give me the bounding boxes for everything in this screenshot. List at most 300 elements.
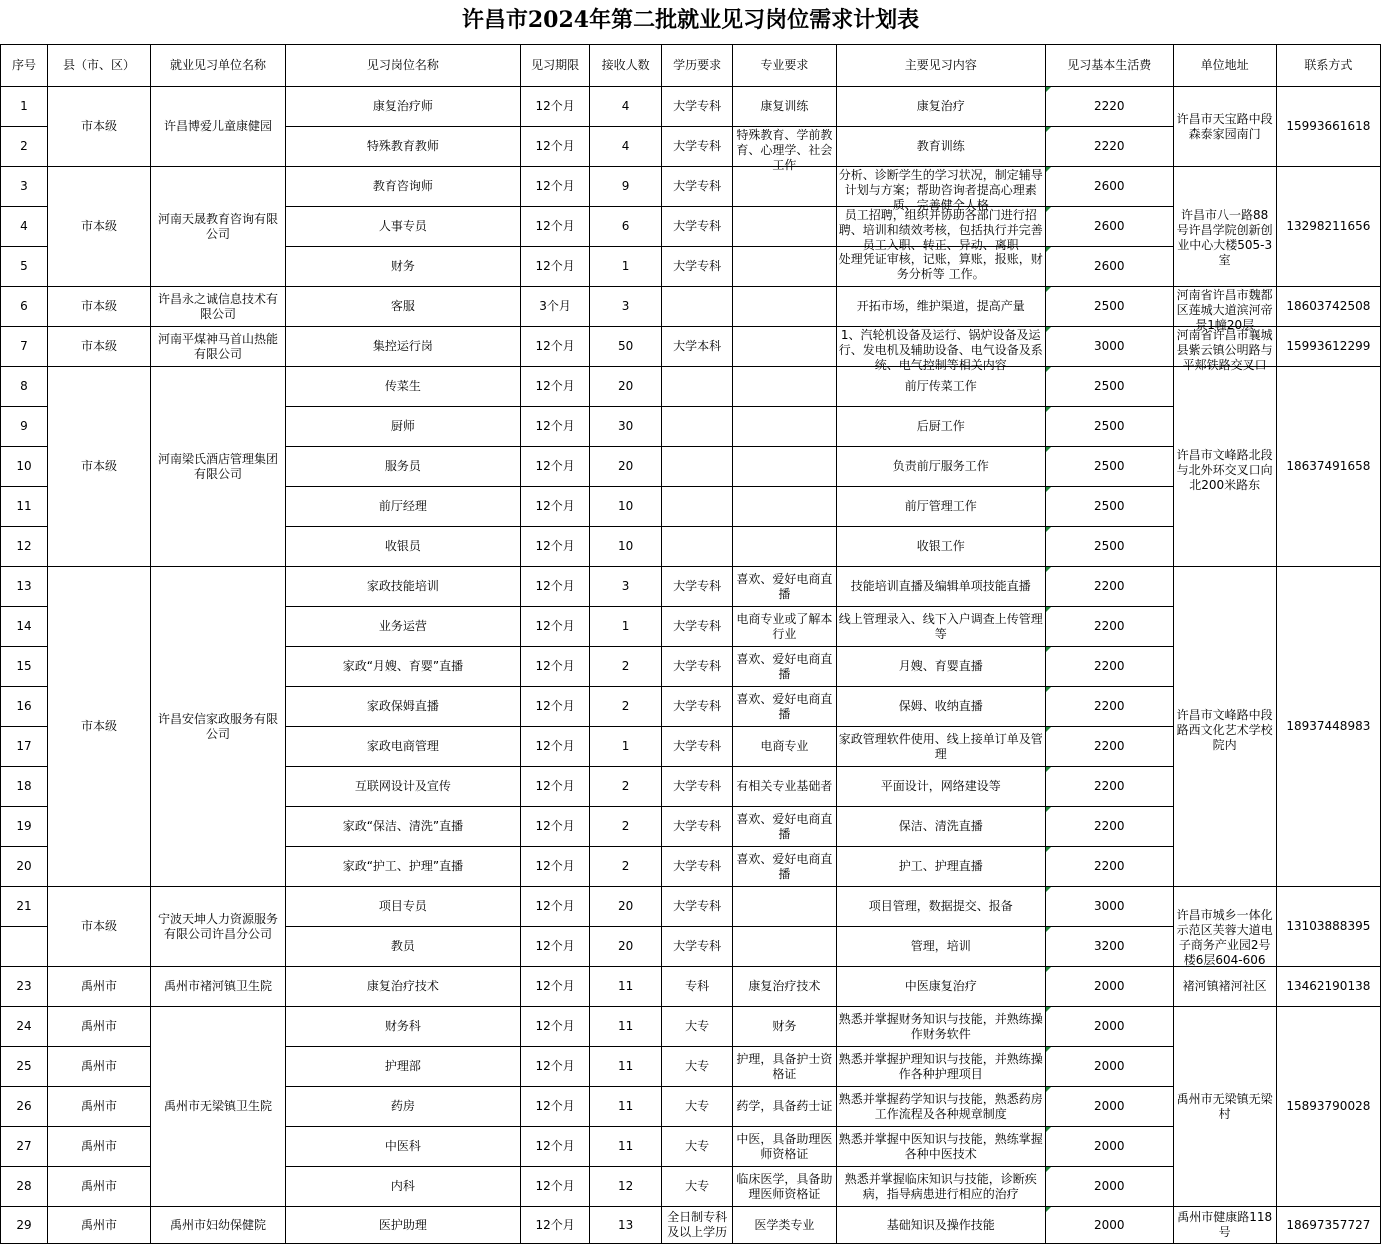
post-name-cell: 传菜生	[285, 367, 520, 407]
content-cell: 员工招聘，组织并协助各部门进行招聘、培训和绩效考核，包括执行并完善员工入职、转正、异动、离职	[836, 207, 1045, 247]
count-cell: 2	[590, 807, 662, 847]
major-cell: 康复训练	[733, 87, 836, 127]
address-cell: 河南省许昌市襄城县紫云镇公明路与平郏铁路交叉口	[1173, 327, 1276, 367]
row-number: 3	[1, 167, 48, 207]
education-cell: 大学专科	[661, 887, 733, 927]
count-cell: 3	[590, 287, 662, 327]
post-name-cell: 家政“护工、护理”直播	[285, 847, 520, 887]
post-name-cell: 康复治疗技术	[285, 967, 520, 1007]
count-cell: 2	[590, 847, 662, 887]
period-cell: 12个月	[520, 167, 589, 207]
row-number: 19	[1, 807, 48, 847]
table-row	[1, 1207, 1381, 1244]
period-cell: 12个月	[520, 887, 589, 927]
row-number: 23	[1, 967, 48, 1007]
content-cell: 熟悉并掌握药学知识与技能，熟悉药房工作流程及各种规章制度	[836, 1087, 1045, 1127]
fee-cell: 2220	[1045, 127, 1173, 167]
count-cell: 6	[590, 207, 662, 247]
period-cell: 3个月	[520, 287, 589, 327]
row-number: 24	[1, 1007, 48, 1047]
fee-cell: 2500	[1045, 447, 1173, 487]
address-cell: 禹州市无梁镇无梁村	[1173, 1007, 1276, 1207]
period-cell: 12个月	[520, 87, 589, 127]
county-cell: 禹州市	[47, 1207, 150, 1244]
fee-cell: 2200	[1045, 567, 1173, 607]
fee-cell: 2600	[1045, 247, 1173, 287]
address-cell: 禹州市健康路118号	[1173, 1207, 1276, 1244]
post-name-cell: 教育咨询师	[285, 167, 520, 207]
unit-name-cell: 禹州市无梁镇卫生院	[151, 1007, 286, 1207]
education-cell: 大专	[661, 1127, 733, 1167]
row-number: 16	[1, 687, 48, 727]
fee-cell: 2200	[1045, 767, 1173, 807]
major-cell	[733, 327, 836, 367]
row-number: 15	[1, 647, 48, 687]
fee-cell: 2200	[1045, 727, 1173, 767]
post-name-cell: 前厅经理	[285, 487, 520, 527]
education-cell: 大专	[661, 1047, 733, 1087]
content-cell: 家政管理软件使用、线上接单订单及管理	[836, 727, 1045, 767]
education-cell	[661, 487, 733, 527]
content-cell: 项目管理，数据提交、报备	[836, 887, 1045, 927]
count-cell: 20	[590, 447, 662, 487]
fee-cell: 2200	[1045, 807, 1173, 847]
education-cell: 大学专科	[661, 687, 733, 727]
address-cell: 许昌市文峰路中段路西文化艺术学校院内	[1173, 567, 1276, 887]
major-cell	[733, 487, 836, 527]
row-number: 11	[1, 487, 48, 527]
unit-name-cell: 禹州市褚河镇卫生院	[151, 967, 286, 1007]
major-cell: 喜欢、爱好电商直播	[733, 647, 836, 687]
content-cell: 前厅传菜工作	[836, 367, 1045, 407]
fee-cell: 2000	[1045, 1167, 1173, 1207]
education-cell: 大专	[661, 1167, 733, 1207]
row-number: 21	[1, 887, 48, 927]
address-cell: 许昌市八一路88号许昌学院创新创业中心大楼505-3室	[1173, 167, 1276, 287]
count-cell: 30	[590, 407, 662, 447]
content-cell: 负责前厅服务工作	[836, 447, 1045, 487]
count-cell: 4	[590, 127, 662, 167]
period-cell: 12个月	[520, 1047, 589, 1087]
count-cell: 3	[590, 567, 662, 607]
count-cell: 1	[590, 247, 662, 287]
fee-cell: 2600	[1045, 167, 1173, 207]
county-cell: 禹州市	[47, 1047, 150, 1087]
post-name-cell: 家政技能培训	[285, 567, 520, 607]
count-cell: 12	[590, 1167, 662, 1207]
header-count: 接收人数	[590, 45, 662, 87]
count-cell: 13	[590, 1207, 662, 1244]
fee-cell: 3000	[1045, 887, 1173, 927]
count-cell: 9	[590, 167, 662, 207]
count-cell: 11	[590, 1127, 662, 1167]
fee-cell: 2000	[1045, 1007, 1173, 1047]
education-cell: 专科	[661, 967, 733, 1007]
table-body	[1, 87, 1381, 1244]
content-cell: 熟悉并掌握中医知识与技能，熟练掌握各种中医技术	[836, 1127, 1045, 1167]
post-name-cell: 项目专员	[285, 887, 520, 927]
unit-name-cell: 河南梁氏酒店管理集团有限公司	[151, 367, 286, 567]
county-cell: 禹州市	[47, 967, 150, 1007]
unit-name-cell: 禹州市妇幼保健院	[151, 1207, 286, 1244]
unit-name-cell: 宁波天坤人力资源服务有限公司许昌分公司	[151, 887, 286, 967]
count-cell: 10	[590, 487, 662, 527]
row-number: 5	[1, 247, 48, 287]
row-number: 25	[1, 1047, 48, 1087]
county-cell: 市本级	[47, 367, 150, 567]
content-cell: 熟悉并掌握财务知识与技能，并熟练操作财务软件	[836, 1007, 1045, 1047]
post-name-cell: 客服	[285, 287, 520, 327]
row-number: 9	[1, 407, 48, 447]
header-address: 单位地址	[1173, 45, 1276, 87]
post-name-cell: 人事专员	[285, 207, 520, 247]
row-number: 8	[1, 367, 48, 407]
education-cell: 大学专科	[661, 247, 733, 287]
period-cell: 12个月	[520, 1207, 589, 1244]
major-cell: 财务	[733, 1007, 836, 1047]
content-cell: 基础知识及操作技能	[836, 1207, 1045, 1244]
period-cell: 12个月	[520, 327, 589, 367]
count-cell: 1	[590, 607, 662, 647]
content-cell: 前厅管理工作	[836, 487, 1045, 527]
period-cell: 12个月	[520, 407, 589, 447]
content-cell: 护工、护理直播	[836, 847, 1045, 887]
period-cell: 12个月	[520, 487, 589, 527]
fee-cell: 2000	[1045, 1087, 1173, 1127]
post-name-cell: 特殊教育教师	[285, 127, 520, 167]
table-row	[1, 567, 1381, 607]
major-cell	[733, 367, 836, 407]
post-name-cell: 康复治疗师	[285, 87, 520, 127]
post-name-cell: 家政电商管理	[285, 727, 520, 767]
fee-cell: 2200	[1045, 847, 1173, 887]
education-cell: 大学专科	[661, 167, 733, 207]
header-fee: 见习基本生活费	[1045, 45, 1173, 87]
header-education: 学历要求	[661, 45, 733, 87]
period-cell: 12个月	[520, 847, 589, 887]
education-cell: 全日制专科及以上学历	[661, 1207, 733, 1244]
count-cell: 50	[590, 327, 662, 367]
major-cell: 喜欢、爱好电商直播	[733, 807, 836, 847]
count-cell: 20	[590, 927, 662, 967]
county-cell: 市本级	[47, 167, 150, 287]
fee-cell: 2220	[1045, 87, 1173, 127]
post-name-cell: 业务运营	[285, 607, 520, 647]
major-cell: 康复治疗技术	[733, 967, 836, 1007]
count-cell: 1	[590, 727, 662, 767]
contact-cell: 18937448983	[1276, 567, 1380, 887]
fee-cell: 2500	[1045, 527, 1173, 567]
contact-cell: 18697357727	[1276, 1207, 1380, 1244]
row-number: 1	[1, 87, 48, 127]
contact-cell: 13462190138	[1276, 967, 1380, 1007]
county-cell: 市本级	[47, 287, 150, 327]
address-cell: 许昌市天宝路中段森泰家园南门	[1173, 87, 1276, 167]
major-cell: 喜欢、爱好电商直播	[733, 567, 836, 607]
content-cell: 后厨工作	[836, 407, 1045, 447]
post-name-cell: 中医科	[285, 1127, 520, 1167]
period-cell: 12个月	[520, 1167, 589, 1207]
header-major: 专业要求	[733, 45, 836, 87]
row-number: 10	[1, 447, 48, 487]
education-cell: 大学专科	[661, 87, 733, 127]
unit-name-cell: 河南天晟教育咨询有限公司	[151, 167, 286, 287]
table-row	[1, 887, 1381, 927]
education-cell: 大学专科	[661, 727, 733, 767]
row-number: 18	[1, 767, 48, 807]
count-cell: 2	[590, 647, 662, 687]
fee-cell: 2000	[1045, 1127, 1173, 1167]
header-post: 见习岗位名称	[285, 45, 520, 87]
education-cell	[661, 367, 733, 407]
post-name-cell: 家政保姆直播	[285, 687, 520, 727]
count-cell: 11	[590, 967, 662, 1007]
content-cell: 线上管理录入、线下入户调查上传管理等	[836, 607, 1045, 647]
period-cell: 12个月	[520, 1007, 589, 1047]
contact-cell: 15993612299	[1276, 327, 1380, 367]
post-name-cell: 互联网设计及宣传	[285, 767, 520, 807]
header-period: 见习期限	[520, 45, 589, 87]
contact-cell: 18603742508	[1276, 287, 1380, 327]
fee-cell: 2000	[1045, 967, 1173, 1007]
county-cell: 禹州市	[47, 1167, 150, 1207]
major-cell: 药学，具备药士证	[733, 1087, 836, 1127]
education-cell: 大学专科	[661, 567, 733, 607]
county-cell: 禹州市	[47, 1007, 150, 1047]
major-cell: 临床医学，具备助理医师资格证	[733, 1167, 836, 1207]
major-cell: 电商专业	[733, 727, 836, 767]
row-number: 12	[1, 527, 48, 567]
content-cell: 收银工作	[836, 527, 1045, 567]
post-name-cell: 药房	[285, 1087, 520, 1127]
fee-cell: 3000	[1045, 327, 1173, 367]
education-cell: 大学专科	[661, 807, 733, 847]
county-cell: 市本级	[47, 327, 150, 367]
contact-cell: 13298211656	[1276, 167, 1380, 287]
county-cell: 市本级	[47, 887, 150, 967]
period-cell: 12个月	[520, 367, 589, 407]
fee-cell: 2000	[1045, 1207, 1173, 1244]
count-cell: 11	[590, 1087, 662, 1127]
content-cell: 处理凭证审核，记账，算账，报账，财务分析等 工作。	[836, 247, 1045, 287]
education-cell	[661, 447, 733, 487]
contact-cell: 18637491658	[1276, 367, 1380, 567]
education-cell: 大学专科	[661, 927, 733, 967]
content-cell: 技能培训直播及编辑单项技能直播	[836, 567, 1045, 607]
period-cell: 12个月	[520, 607, 589, 647]
major-cell: 喜欢、爱好电商直播	[733, 687, 836, 727]
major-cell: 电商专业或了解本行业	[733, 607, 836, 647]
post-name-cell: 医护助理	[285, 1207, 520, 1244]
period-cell: 12个月	[520, 127, 589, 167]
major-cell	[733, 887, 836, 927]
contact-cell: 15993661618	[1276, 87, 1380, 167]
fee-cell: 2200	[1045, 687, 1173, 727]
address-cell: 许昌市城乡一体化示范区芙蓉大道电子商务产业园2号楼6层604-606	[1173, 887, 1276, 967]
content-cell: 中医康复治疗	[836, 967, 1045, 1007]
count-cell: 11	[590, 1007, 662, 1047]
content-cell: 熟悉并掌握护理知识与技能，并熟练操作各种护理项目	[836, 1047, 1045, 1087]
content-cell: 1、汽轮机设备及运行、锅炉设备及运行、发电机及辅助设备、电气设备及系统、电气控制等相关内容	[836, 327, 1045, 367]
content-cell: 分析、诊断学生的学习状况，制定辅导计划与方案；帮助咨询者提高心理素质、完善健全人格	[836, 167, 1045, 207]
major-cell	[733, 167, 836, 207]
major-cell	[733, 447, 836, 487]
row-number: 14	[1, 607, 48, 647]
education-cell: 大专	[661, 1087, 733, 1127]
major-cell	[733, 247, 836, 287]
period-cell: 12个月	[520, 567, 589, 607]
content-cell: 教育训练	[836, 127, 1045, 167]
period-cell: 12个月	[520, 967, 589, 1007]
major-cell: 特殊教育、学前教育、心理学、社会工作	[733, 127, 836, 167]
unit-name-cell: 许昌永之诚信息技术有限公司	[151, 287, 286, 327]
row-number: 28	[1, 1167, 48, 1207]
major-cell	[733, 407, 836, 447]
period-cell: 12个月	[520, 927, 589, 967]
fee-cell: 2200	[1045, 647, 1173, 687]
count-cell: 2	[590, 767, 662, 807]
education-cell: 大学专科	[661, 207, 733, 247]
period-cell: 12个月	[520, 1127, 589, 1167]
fee-cell: 2600	[1045, 207, 1173, 247]
period-cell: 12个月	[520, 687, 589, 727]
header-no: 序号	[1, 45, 48, 87]
count-cell: 20	[590, 367, 662, 407]
post-name-cell: 集控运行岗	[285, 327, 520, 367]
sheet-title: 许昌市2024年第二批就业见习岗位需求计划表	[461, 7, 920, 33]
content-cell: 保姆、收纳直播	[836, 687, 1045, 727]
education-cell: 大学本科	[661, 327, 733, 367]
row-number	[1, 927, 48, 967]
address-cell: 许昌市文峰路北段与北外环交叉口向北200米路东	[1173, 367, 1276, 567]
row-number: 20	[1, 847, 48, 887]
table-row	[1, 167, 1381, 207]
row-number: 17	[1, 727, 48, 767]
education-cell	[661, 407, 733, 447]
content-cell: 月嫂、育婴直播	[836, 647, 1045, 687]
table-row	[1, 967, 1381, 1007]
major-cell: 护理，具备护士资格证	[733, 1047, 836, 1087]
education-cell	[661, 527, 733, 567]
major-cell: 喜欢、爱好电商直播	[733, 847, 836, 887]
education-cell: 大学专科	[661, 847, 733, 887]
education-cell: 大学专科	[661, 647, 733, 687]
content-cell: 保洁、清洗直播	[836, 807, 1045, 847]
table-row	[1, 367, 1381, 407]
row-number: 13	[1, 567, 48, 607]
major-cell	[733, 207, 836, 247]
plan-table	[0, 44, 1381, 1244]
table-row	[1, 1007, 1381, 1047]
content-cell: 开拓市场，维护渠道，提高产量	[836, 287, 1045, 327]
period-cell: 12个月	[520, 207, 589, 247]
post-name-cell: 财务科	[285, 1007, 520, 1047]
major-cell	[733, 287, 836, 327]
count-cell: 2	[590, 687, 662, 727]
header-content: 主要见习内容	[836, 45, 1045, 87]
period-cell: 12个月	[520, 447, 589, 487]
contact-cell: 13103888395	[1276, 887, 1380, 967]
count-cell: 4	[590, 87, 662, 127]
education-cell: 大学专科	[661, 607, 733, 647]
row-number: 29	[1, 1207, 48, 1244]
count-cell: 20	[590, 887, 662, 927]
row-number: 4	[1, 207, 48, 247]
education-cell: 大学专科	[661, 767, 733, 807]
count-cell: 10	[590, 527, 662, 567]
major-cell: 医学类专业	[733, 1207, 836, 1244]
post-name-cell: 教员	[285, 927, 520, 967]
header-contact: 联系方式	[1276, 45, 1380, 87]
row-number: 6	[1, 287, 48, 327]
table-row	[1, 287, 1381, 327]
major-cell: 中医，具备助理医师资格证	[733, 1127, 836, 1167]
county-cell: 禹州市	[47, 1127, 150, 1167]
post-name-cell: 收银员	[285, 527, 520, 567]
unit-name-cell: 许昌安信家政服务有限公司	[151, 567, 286, 887]
row-number: 27	[1, 1127, 48, 1167]
education-cell: 大学专科	[661, 127, 733, 167]
row-number: 26	[1, 1087, 48, 1127]
table-row	[1, 327, 1381, 367]
address-cell: 褚河镇褚河社区	[1173, 967, 1276, 1007]
fee-cell: 2500	[1045, 407, 1173, 447]
address-cell: 河南省许昌市魏都区莲城大道滨河帝景1幢20层	[1173, 287, 1276, 327]
content-cell: 管理，培训	[836, 927, 1045, 967]
county-cell: 市本级	[47, 567, 150, 887]
education-cell: 大专	[661, 1007, 733, 1047]
county-cell: 市本级	[47, 87, 150, 167]
period-cell: 12个月	[520, 1087, 589, 1127]
fee-cell: 2200	[1045, 607, 1173, 647]
fee-cell: 2500	[1045, 367, 1173, 407]
header-unit: 就业见习单位名称	[151, 45, 286, 87]
post-name-cell: 服务员	[285, 447, 520, 487]
content-cell: 平面设计，网络建设等	[836, 767, 1045, 807]
post-name-cell: 内科	[285, 1167, 520, 1207]
unit-name-cell: 河南平煤神马首山热能有限公司	[151, 327, 286, 367]
major-cell	[733, 527, 836, 567]
fee-cell: 2000	[1045, 1047, 1173, 1087]
row-number: 2	[1, 127, 48, 167]
post-name-cell: 护理部	[285, 1047, 520, 1087]
contact-cell: 15893790028	[1276, 1007, 1380, 1207]
header-row	[1, 45, 1381, 87]
post-name-cell: 家政“月嫂、育婴”直播	[285, 647, 520, 687]
major-cell	[733, 927, 836, 967]
period-cell: 12个月	[520, 647, 589, 687]
post-name-cell: 财务	[285, 247, 520, 287]
county-cell: 禹州市	[47, 1087, 150, 1127]
period-cell: 12个月	[520, 727, 589, 767]
fee-cell: 2500	[1045, 487, 1173, 527]
period-cell: 12个月	[520, 807, 589, 847]
content-cell: 熟悉并掌握临床知识与技能，诊断疾病，指导病患进行相应的治疗	[836, 1167, 1045, 1207]
post-name-cell: 厨师	[285, 407, 520, 447]
count-cell: 11	[590, 1047, 662, 1087]
content-cell: 康复治疗	[836, 87, 1045, 127]
period-cell: 12个月	[520, 527, 589, 567]
fee-cell: 3200	[1045, 927, 1173, 967]
header-county: 县（市、区）	[47, 45, 150, 87]
education-cell	[661, 287, 733, 327]
fee-cell: 2500	[1045, 287, 1173, 327]
post-name-cell: 家政“保洁、清洗”直播	[285, 807, 520, 847]
major-cell: 有相关专业基础者	[733, 767, 836, 807]
period-cell: 12个月	[520, 767, 589, 807]
table-row	[1, 87, 1381, 127]
row-number: 7	[1, 327, 48, 367]
